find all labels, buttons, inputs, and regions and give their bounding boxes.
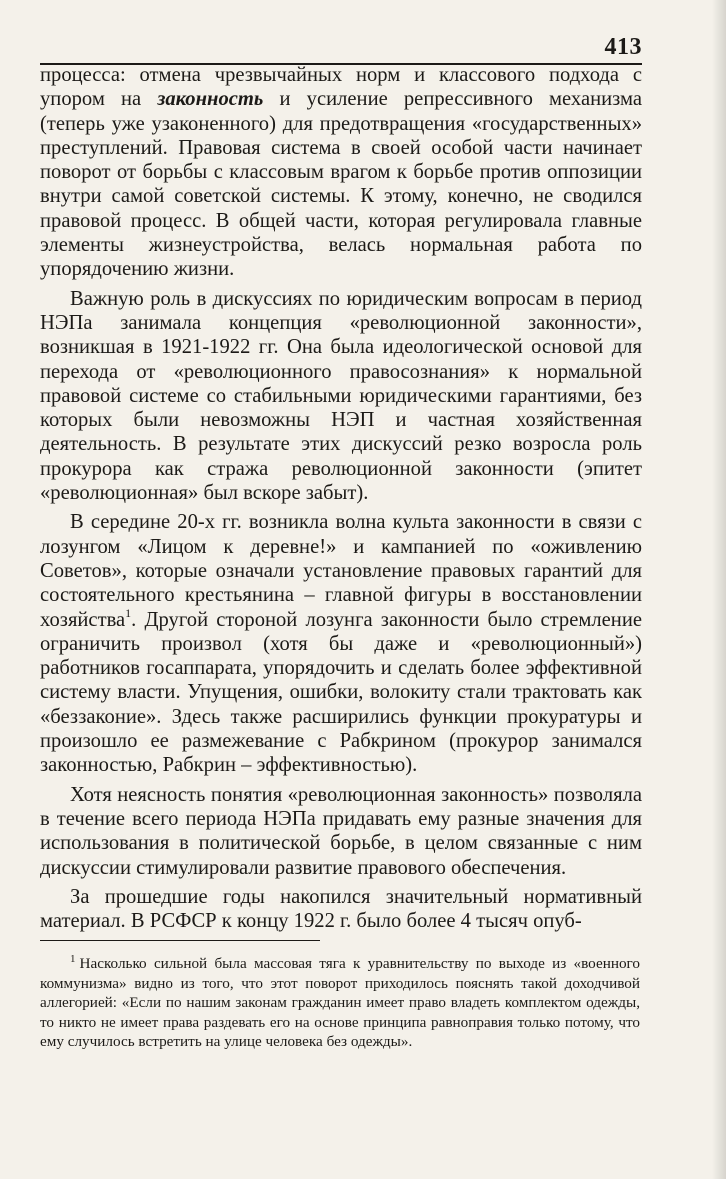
paragraph-3 bbox=[40, 510, 642, 777]
page-number: 413 bbox=[604, 34, 642, 60]
footnote-rule bbox=[40, 940, 320, 941]
page-edge-shadow bbox=[712, 0, 726, 1179]
paragraph-1-after: и усиление репрессивного механизма (теперь уже узаконенного) для предотвращения «государственных» преступлений. Правовая система в своей особой части начинает поворот от борьбы с классовым врагом к борьбе против оппозиции внутри самой советской системы. К этому, конечно, не сводился правовой процесс. В общей части, которая регулировала главные элементы жизнеустройства, велась нормальная работа по упорядочению жизни. bbox=[40, 88, 643, 281]
paragraph-2: Важную роль в дискуссиях по юридическим вопросам в период НЭПа занимала концепция «революционной законности», возникшая в 1921-1922 гг. Она была идеологической основой для перехода от «революционного правосознания» к нормальной правовой системе со стабильными юридическими гарантиями, без которых были невозможны НЭП и частная хозяйственная деятельность. В результате этих дискуссий резко возросла роль прокурора как стража революционной законности (эпитет «революционная» был вскоре забыт). bbox=[40, 287, 642, 505]
paragraph-3-before: В середине 20-х гг. возникла волна культа законности в связи с лозунгом «Лицом к деревне!» и кампанией по «оживлению Советов», которые означали установление правовых гарантий для состоятельного крестьянина – главной фигуры в восстановлении хозяйства bbox=[40, 511, 642, 631]
paragraph-5: За прошедшие годы накопился значительный нормативный материал. В РСФСР к концу 1922 г. было более 4 тысяч опуб- bbox=[40, 885, 642, 933]
footnote-reference: 1 bbox=[125, 605, 132, 620]
paragraph-1-before: процесса: отмена чрезвычайных норм и классового подхода с упором на bbox=[40, 64, 642, 111]
paragraph-3-after: . Другой стороной лозунга законности было стремление ограничить произвол (хотя бы даже и «революционный») работников госаппарата, упорядочить и сделать более эффективной систему власти. Упущения, ошибки, волокиту стали трактовать как «беззаконие». Здесь также расширились функции прокуратуры и произошло ее размежевание с Рабкрином (прокурор занимался законностью, Рабкрин – эффективностью). bbox=[40, 608, 642, 777]
footnote-mark: 1 bbox=[70, 953, 76, 965]
footnote-text: Насколько сильной была массовая тяга к уравнительству по выходе из «военного коммунизма» видно из того, что этот поворот приходилось пояснять такой доходчивой аллегорией: «Если по нашим законам гражданин имеет право владеть комплектом одежды, то никто не имеет права раздевать его на основе принципа равноправия только потому, что ему случилось встретить на улице человека без одежды». bbox=[40, 955, 640, 1051]
paragraph-1 bbox=[40, 63, 642, 282]
paragraph-4: Хотя неясность понятия «революционная законность» позволяла в течение всего периода НЭПа придавать ему разные значения для использования в политической борьбе, в целом связанные с ним дискуссии стимулировали развитие правового обеспечения. bbox=[40, 783, 642, 879]
emphasized-term: законность bbox=[157, 88, 264, 111]
footnote bbox=[40, 954, 640, 1052]
main-text bbox=[40, 63, 642, 933]
